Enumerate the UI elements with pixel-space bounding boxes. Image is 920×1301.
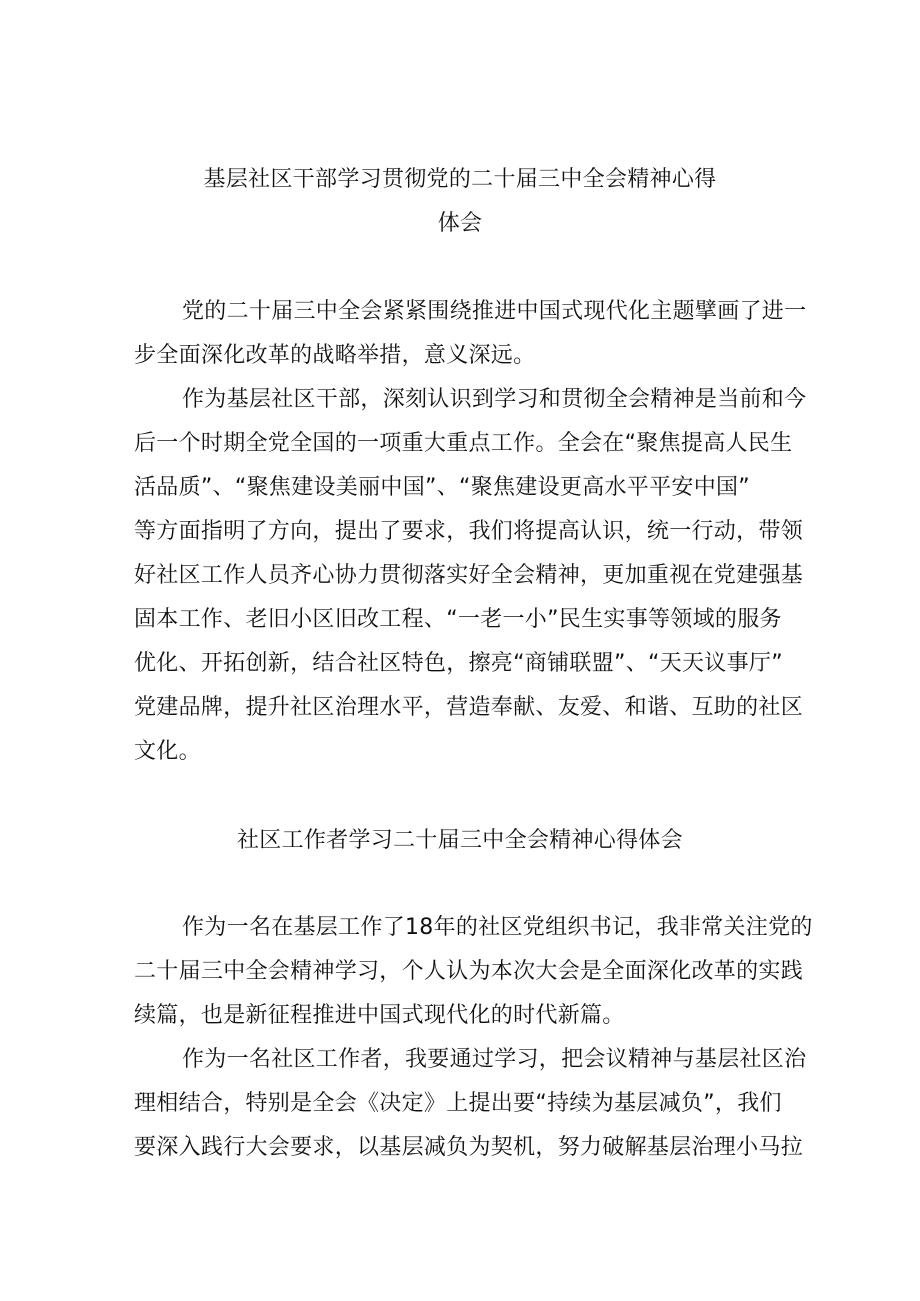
doc1-title-line2: 体会 xyxy=(437,211,483,236)
doc2-para2-line2: 理相结合，特别是全会《决定》上提出要“持续为基层减负”，我们 xyxy=(134,1091,782,1116)
doc2-para1-line2: 二十届三中全会精神学习，个人认为本次大会是全面深化改革的实践 xyxy=(134,959,804,984)
doc1-title-line1: 基层社区干部学习贯彻党的二十届三中全会精神心得 xyxy=(203,167,717,192)
doc2-para1-line3: 续篇，也是新征程推进中国式现代化的时代新篇。 xyxy=(134,1003,625,1028)
doc1-para2-line7: 优化、开拓创新，结合社区特色，擦亮“商铺联盟”、“天天议事厅” xyxy=(134,651,783,676)
doc1-para2-line6: 固本工作、老旧小区旧改工程、“一老一小”民生实事等领域的服务 xyxy=(134,607,782,632)
doc1-para2-line3: 活品质”、“聚焦建设美丽中国”、“聚焦建设更高水平平安中国” xyxy=(134,475,750,500)
doc2-para2-line1: 作为一名社区工作者，我要通过学习，把会议精神与基层社区治 xyxy=(182,1047,807,1072)
doc1-para2-line1: 作为基层社区干部，深刻认识到学习和贯彻全会精神是当前和今 xyxy=(182,387,807,412)
doc1-para2-line9: 文化。 xyxy=(134,739,201,764)
doc2-title: 社区工作者学习二十届三中全会精神心得体会 xyxy=(236,828,683,853)
doc1-para2-line2: 后一个时期全党全国的一项重大重点工作。全会在“聚焦提高人民生 xyxy=(134,431,793,456)
doc1-para2-line8: 党建品牌，提升社区治理水平，营造奉献、友爱、和谐、互助的社区 xyxy=(134,695,804,720)
doc1-para2-line5: 好社区工作人员齐心协力贯彻落实好全会精神，更加重视在党建强基 xyxy=(134,563,804,588)
doc2-para2-line3: 要深入践行大会要求，以基层减负为契机，努力破解基层治理小马拉 xyxy=(134,1135,804,1160)
doc1-para1-line1: 党的二十届三中全会紧紧围绕推进中国式现代化主题擘画了进一 xyxy=(182,299,807,324)
doc2-para1-line1: 作为一名在基层工作了18年的社区党组织书记，我非常关注党的 xyxy=(182,915,813,940)
doc1-para2-line4: 等方面指明了方向，提出了要求，我们将提高认识，统一行动，带领 xyxy=(134,519,804,544)
doc1-para1-line2: 步全面深化改革的战略举措，意义深远。 xyxy=(134,343,536,368)
